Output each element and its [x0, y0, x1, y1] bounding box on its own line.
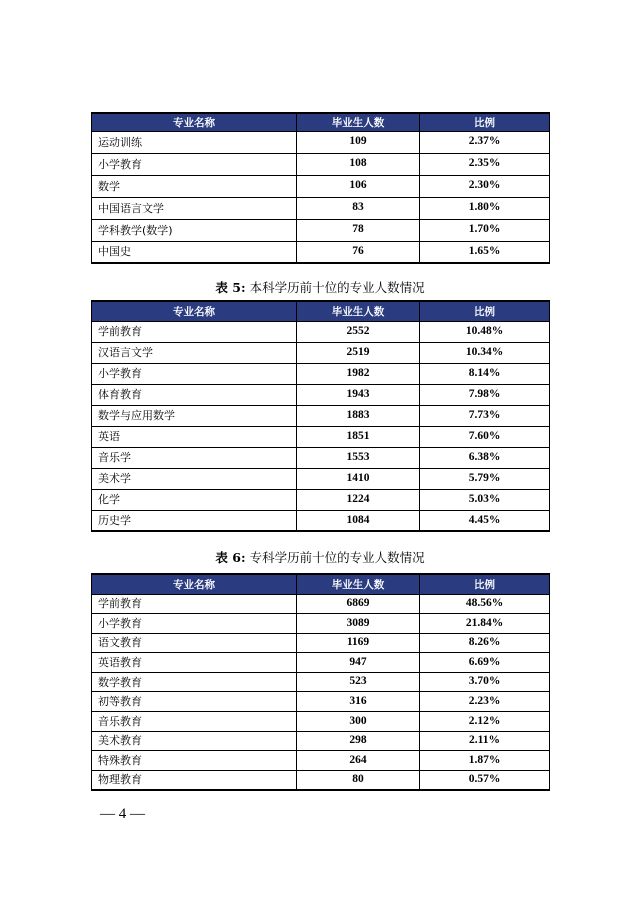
ratio-cell: 2.11% [420, 731, 550, 751]
graduate-count-cell: 83 [297, 197, 420, 219]
major-name-cell: 中国史 [92, 241, 297, 263]
major-name-cell: 学前教育 [92, 594, 297, 614]
table5-caption-lead: 表 5: [215, 280, 246, 295]
ratio-cell: 5.03% [420, 489, 550, 510]
table-row [92, 197, 550, 219]
major-name-cell: 学前教育 [92, 321, 297, 342]
table-row [92, 405, 550, 426]
ratio-cell: 1.65% [420, 241, 550, 263]
ratio-cell: 7.60% [420, 426, 550, 447]
ratio-cell: 2.23% [420, 692, 550, 712]
table5 [91, 300, 550, 532]
ratio-cell: 6.38% [420, 447, 550, 468]
header-ratio: 比例 [420, 301, 550, 321]
header-graduates: 毕业生人数 [297, 301, 420, 321]
ratio-cell: 0.57% [420, 770, 550, 790]
graduate-count-cell: 1553 [297, 447, 420, 468]
ratio-cell: 5.79% [420, 468, 550, 489]
graduate-count-cell: 264 [297, 751, 420, 771]
graduate-count-cell: 108 [297, 153, 420, 175]
table6-caption [91, 550, 549, 566]
graduate-count-cell: 300 [297, 712, 420, 732]
table-row [92, 653, 550, 673]
table6-caption-text: 专科学历前十位的专业人数情况 [249, 550, 425, 565]
graduate-count-cell: 80 [297, 770, 420, 790]
table-row [92, 614, 550, 634]
table-row [92, 633, 550, 653]
major-name-cell: 小学教育 [92, 363, 297, 384]
ratio-cell: 6.69% [420, 653, 550, 673]
table-row [92, 363, 550, 384]
table-row [92, 342, 550, 363]
header-major: 专业名称 [92, 301, 297, 321]
major-name-cell: 小学教育 [92, 153, 297, 175]
major-name-cell: 音乐学 [92, 447, 297, 468]
major-name-cell: 化学 [92, 489, 297, 510]
table-row [92, 321, 550, 342]
page-number: — 4 — [100, 806, 145, 822]
major-name-cell: 体育教育 [92, 384, 297, 405]
ratio-cell: 8.14% [420, 363, 550, 384]
major-name-cell: 运动训练 [92, 131, 297, 153]
table-row [92, 594, 550, 614]
ratio-cell: 2.37% [420, 131, 550, 153]
table-row [92, 426, 550, 447]
major-name-cell: 历史学 [92, 510, 297, 531]
table-row [92, 219, 550, 241]
major-name-cell: 语文教育 [92, 633, 297, 653]
ratio-cell: 10.34% [420, 342, 550, 363]
header-graduates: 毕业生人数 [297, 574, 420, 594]
table-row [92, 468, 550, 489]
table-row [92, 510, 550, 531]
major-name-cell: 初等教育 [92, 692, 297, 712]
graduate-count-cell: 1851 [297, 426, 420, 447]
ratio-cell: 1.70% [420, 219, 550, 241]
graduate-count-cell: 1410 [297, 468, 420, 489]
major-name-cell: 数学与应用数学 [92, 405, 297, 426]
ratio-cell: 2.12% [420, 712, 550, 732]
ratio-cell: 7.98% [420, 384, 550, 405]
table-row [92, 241, 550, 263]
table-row [92, 712, 550, 732]
table-row [92, 153, 550, 175]
table-row [92, 175, 550, 197]
table-header-row [92, 301, 550, 321]
graduate-count-cell: 109 [297, 131, 420, 153]
ratio-cell: 48.56% [420, 594, 550, 614]
table5-caption-text: 本科学历前十位的专业人数情况 [249, 280, 425, 295]
ratio-cell: 1.80% [420, 197, 550, 219]
graduate-count-cell: 106 [297, 175, 420, 197]
table-row [92, 672, 550, 692]
table-top [91, 112, 550, 264]
major-name-cell: 汉语言文学 [92, 342, 297, 363]
graduate-count-cell: 3089 [297, 614, 420, 634]
graduate-count-cell: 76 [297, 241, 420, 263]
graduate-count-cell: 1169 [297, 633, 420, 653]
major-name-cell: 中国语言文学 [92, 197, 297, 219]
table-header-row [92, 574, 550, 594]
graduate-count-cell: 298 [297, 731, 420, 751]
header-ratio: 比例 [420, 574, 550, 594]
major-name-cell: 学科教学(数学) [92, 219, 297, 241]
major-name-cell: 物理教育 [92, 770, 297, 790]
graduate-count-cell: 2552 [297, 321, 420, 342]
major-name-cell: 英语教育 [92, 653, 297, 673]
ratio-cell: 21.84% [420, 614, 550, 634]
major-name-cell: 数学 [92, 175, 297, 197]
table-row [92, 447, 550, 468]
ratio-cell: 4.45% [420, 510, 550, 531]
ratio-cell: 8.26% [420, 633, 550, 653]
table-header-row [92, 113, 550, 131]
major-name-cell: 特殊教育 [92, 751, 297, 771]
major-name-cell: 美术学 [92, 468, 297, 489]
graduate-count-cell: 316 [297, 692, 420, 712]
graduate-count-cell: 1084 [297, 510, 420, 531]
header-ratio: 比例 [420, 113, 550, 131]
table-row [92, 731, 550, 751]
table-row [92, 131, 550, 153]
table-row [92, 770, 550, 790]
table-row [92, 489, 550, 510]
ratio-cell: 2.35% [420, 153, 550, 175]
table5-caption [91, 280, 549, 296]
header-graduates: 毕业生人数 [297, 113, 420, 131]
graduate-count-cell: 78 [297, 219, 420, 241]
graduate-count-cell: 1883 [297, 405, 420, 426]
ratio-cell: 2.30% [420, 175, 550, 197]
major-name-cell: 美术教育 [92, 731, 297, 751]
major-name-cell: 小学教育 [92, 614, 297, 634]
ratio-cell: 10.48% [420, 321, 550, 342]
graduate-count-cell: 6869 [297, 594, 420, 614]
graduate-count-cell: 523 [297, 672, 420, 692]
header-major: 专业名称 [92, 113, 297, 131]
ratio-cell: 7.73% [420, 405, 550, 426]
table6 [91, 573, 550, 791]
ratio-cell: 1.87% [420, 751, 550, 771]
graduate-count-cell: 1943 [297, 384, 420, 405]
graduate-count-cell: 1224 [297, 489, 420, 510]
graduate-count-cell: 1982 [297, 363, 420, 384]
major-name-cell: 音乐教育 [92, 712, 297, 732]
table-row [92, 692, 550, 712]
major-name-cell: 数学教育 [92, 672, 297, 692]
table6-caption-lead: 表 6: [215, 550, 246, 565]
graduate-count-cell: 947 [297, 653, 420, 673]
table-row [92, 384, 550, 405]
major-name-cell: 英语 [92, 426, 297, 447]
ratio-cell: 3.70% [420, 672, 550, 692]
graduate-count-cell: 2519 [297, 342, 420, 363]
table-row [92, 751, 550, 771]
header-major: 专业名称 [92, 574, 297, 594]
